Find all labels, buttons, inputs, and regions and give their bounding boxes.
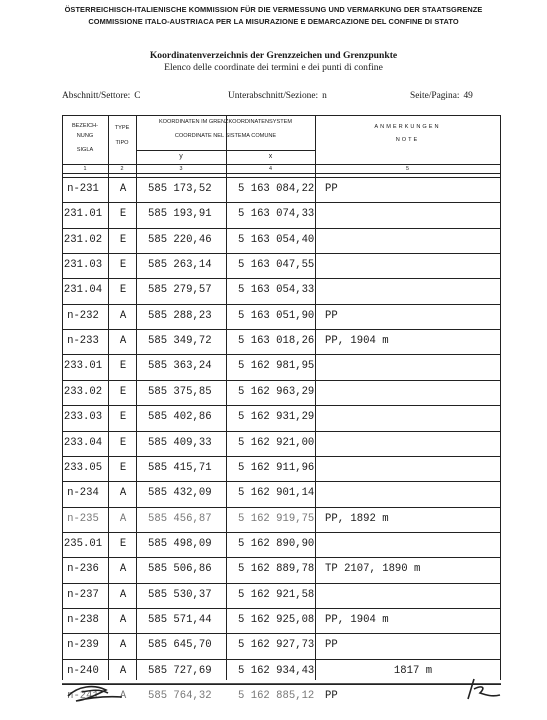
coordinate-x-cell: 5 163 054,33 <box>238 284 315 297</box>
point-type-cell: E <box>119 208 127 221</box>
table-row <box>62 228 501 252</box>
column-number-3: 3 <box>179 166 183 172</box>
commission-header-de: ÖSTERREICHISCH-ITALIENISCHE KOMMISSION FÜR DIE VERMESSUNG UND VERMARKUNG DER STAATSGRENZE <box>64 5 483 14</box>
point-type-cell: E <box>119 385 127 398</box>
coordinate-x-cell: 5 162 911,96 <box>238 461 315 474</box>
coordinate-y-cell: 585 645,70 <box>148 639 212 652</box>
point-type-cell: E <box>119 436 127 449</box>
table-row <box>62 329 501 353</box>
point-type-cell: A <box>119 639 127 652</box>
coordinate-x-cell: 5 162 885,12 <box>238 690 315 702</box>
table-row <box>62 583 501 607</box>
abschnitt-value: C <box>134 91 141 101</box>
table-row <box>62 380 501 404</box>
point-type-cell: E <box>119 411 127 424</box>
note-cell: TP 2107, 1890 m <box>325 563 421 576</box>
table-row <box>62 633 501 657</box>
header-sigla: SIGLA <box>76 147 94 153</box>
table-row <box>62 202 501 226</box>
point-id-cell: n-238 <box>67 613 99 626</box>
point-type-cell: E <box>119 284 127 297</box>
header-anmerkungen <box>315 122 500 145</box>
header-bezeichnung <box>62 121 108 155</box>
table-row <box>62 481 501 505</box>
coordinate-x-cell: 5 162 901,14 <box>238 487 315 500</box>
title-it: Elenco delle coordinate dei termini e dei punti di confine <box>164 62 383 73</box>
unterabschnitt-field <box>228 91 327 101</box>
coordinate-y-cell: 585 415,71 <box>148 461 212 474</box>
coordinate-y-cell: 585 375,85 <box>148 385 212 398</box>
point-id-cell: n-235 <box>67 512 99 525</box>
point-id-cell: n-241 <box>67 690 99 702</box>
header-note: NOTE <box>395 137 420 143</box>
coordinate-x-cell: 5 162 921,58 <box>238 588 315 601</box>
coordinate-y-cell: 585 432,09 <box>148 487 212 500</box>
coordinate-x-cell: 5 163 084,22 <box>238 183 315 195</box>
point-id-cell: 233.04 <box>63 436 103 449</box>
point-id-cell: 231.01 <box>63 208 103 221</box>
coordinate-x-cell: 5 162 889,78 <box>238 563 315 576</box>
point-id-cell: 233.02 <box>63 385 103 398</box>
coordinate-y-cell: 585 456,87 <box>148 512 212 525</box>
table-row <box>62 253 501 277</box>
table-row <box>62 608 501 632</box>
header-type <box>108 123 136 148</box>
point-type-cell: E <box>119 233 127 246</box>
point-id-cell: n-240 <box>67 664 99 677</box>
coordinate-y-cell: 585 173,52 <box>148 183 212 195</box>
point-id-cell: 231.03 <box>63 259 103 272</box>
table-row <box>62 532 501 556</box>
coordinate-y-cell: 585 506,86 <box>148 563 212 576</box>
coordinate-x-cell: 5 162 934,43 <box>238 664 315 677</box>
table-row <box>62 507 501 531</box>
table-row <box>62 405 501 429</box>
note-cell: PP, 1904 m <box>325 335 389 348</box>
table-row <box>62 278 501 302</box>
header-tipo: TIPO <box>115 140 129 146</box>
coordinate-y-cell: 585 409,33 <box>148 436 212 449</box>
point-type-cell: A <box>119 563 127 576</box>
header-bezeichnung-line1: BEZEICH- <box>71 123 99 129</box>
coordinate-x-cell: 5 162 981,95 <box>238 360 315 373</box>
abschnitt-label: Abschnitt/Settore: <box>62 91 131 101</box>
commission-header <box>0 4 547 28</box>
point-id-cell: n-233 <box>67 335 99 348</box>
table-row <box>62 431 501 455</box>
unterabschnitt-value: n <box>322 91 327 101</box>
note-cell: PP <box>325 639 338 652</box>
header-typ: TYPE <box>114 125 130 131</box>
point-type-cell: A <box>119 512 127 525</box>
coordinate-x-cell: 5 162 919,75 <box>238 512 315 525</box>
coordinate-y-cell: 585 363,24 <box>148 360 212 373</box>
abschnitt-field <box>62 91 141 101</box>
coordinate-x-cell: 5 162 925,08 <box>238 613 315 626</box>
signature-right <box>458 677 508 703</box>
point-type-cell: A <box>119 588 127 601</box>
table-row <box>62 177 501 201</box>
point-type-cell: A <box>119 487 127 500</box>
point-id-cell: n-239 <box>67 639 99 652</box>
note-cell: PP <box>325 183 338 195</box>
column-number-5: 5 <box>406 166 409 172</box>
table-row <box>62 354 501 378</box>
coordinate-x-cell: 5 163 074,33 <box>238 208 315 221</box>
title-de: Koordinatenverzeichnis der Grenzzeichen und Grenzpunkte <box>149 50 398 61</box>
point-id-cell: n-234 <box>67 487 99 500</box>
point-type-cell: E <box>119 461 127 474</box>
coordinate-y-cell: 585 220,46 <box>148 233 212 246</box>
signature-left <box>64 680 134 704</box>
point-id-cell: 233.01 <box>63 360 103 373</box>
header-koord-de: KOORDINATEN IM GRENZKOORDINATENSYSTEM <box>158 119 293 125</box>
coordinate-x-cell: 5 162 931,29 <box>238 411 315 424</box>
point-id-cell: n-236 <box>67 563 99 576</box>
coordinate-y-cell: 585 288,23 <box>148 309 212 322</box>
point-id-cell: n-232 <box>67 309 99 322</box>
coordinate-y-cell: 585 402,86 <box>148 411 212 424</box>
column-number-1: 1 <box>83 166 87 172</box>
coordinate-y-cell: 585 263,14 <box>148 259 212 272</box>
note-cell: PP <box>325 309 338 322</box>
point-id-cell: 235.01 <box>63 537 103 550</box>
coordinate-y-cell: 585 279,57 <box>148 284 212 297</box>
coordinate-x-cell: 5 163 047,55 <box>238 259 315 272</box>
table-row <box>62 304 501 328</box>
point-type-cell: E <box>119 537 127 550</box>
coordinate-y-cell: 585 498,09 <box>148 537 212 550</box>
point-type-cell: E <box>119 259 127 272</box>
coordinate-y-cell: 585 349,72 <box>148 335 212 348</box>
point-id-cell: n-237 <box>67 588 99 601</box>
point-type-cell: A <box>119 690 127 702</box>
coordinate-y-cell: 585 727,69 <box>148 664 212 677</box>
commission-header-it: COMMISSIONE ITALO-AUSTRIACA PER LA MISURAZIONE E DEMARCAZIONE DEL CONFINE DI STATO <box>88 17 459 26</box>
header-koord-it: COORDINATE NEL SISTEMA COMUNE <box>174 133 277 139</box>
note-cell: PP <box>325 690 338 702</box>
coordinate-table <box>62 115 501 702</box>
header-anmerkungen-text: ANMERKUNGEN <box>374 124 441 130</box>
page-number-label: Seite/Pagina: <box>410 91 460 101</box>
header-y: y <box>179 153 183 160</box>
header-bezeichnung-line2: NUNG <box>76 133 94 139</box>
note-cell: 1817 m <box>393 664 433 677</box>
note-cell: PP, 1904 m <box>325 613 389 626</box>
point-id-cell: 231.04 <box>63 284 103 297</box>
coordinate-x-cell: 5 162 963,29 <box>238 385 315 398</box>
coordinate-y-cell: 585 764,32 <box>148 690 212 702</box>
coordinate-x-cell: 5 163 054,40 <box>238 233 315 246</box>
header-coordinates <box>136 117 315 141</box>
coordinate-x-cell: 5 162 927,73 <box>238 639 315 652</box>
note-cell: PP, 1892 m <box>325 512 389 525</box>
point-type-cell: A <box>119 183 127 195</box>
coordinate-x-cell: 5 163 018,26 <box>238 335 315 348</box>
column-number-2: 2 <box>120 166 124 172</box>
unterabschnitt-label: Unterabschnitt/Sezione: <box>228 91 319 101</box>
column-number-4: 4 <box>269 166 272 172</box>
point-type-cell: E <box>119 360 127 373</box>
coordinate-y-cell: 585 193,91 <box>148 208 212 221</box>
point-type-cell: A <box>119 664 127 677</box>
table-row <box>62 557 501 581</box>
coordinate-x-cell: 5 163 051,90 <box>238 309 315 322</box>
coordinate-x-cell: 5 162 921,00 <box>238 436 315 449</box>
point-id-cell: 233.03 <box>63 411 103 424</box>
header-x: x <box>268 153 273 160</box>
page-number-field <box>410 91 473 101</box>
point-type-cell: A <box>119 335 127 348</box>
point-type-cell: A <box>119 613 127 626</box>
page-number-value: 49 <box>463 91 473 101</box>
point-id-cell: 231.02 <box>63 233 103 246</box>
coordinate-y-cell: 585 571,44 <box>148 613 212 626</box>
coordinate-x-cell: 5 162 890,90 <box>238 537 315 550</box>
coordinate-y-cell: 585 530,37 <box>148 588 212 601</box>
table-row <box>62 456 501 480</box>
point-id-cell: 233.05 <box>63 461 103 474</box>
point-type-cell: A <box>119 309 127 322</box>
document-title <box>0 50 547 74</box>
point-id-cell: n-231 <box>67 183 99 195</box>
